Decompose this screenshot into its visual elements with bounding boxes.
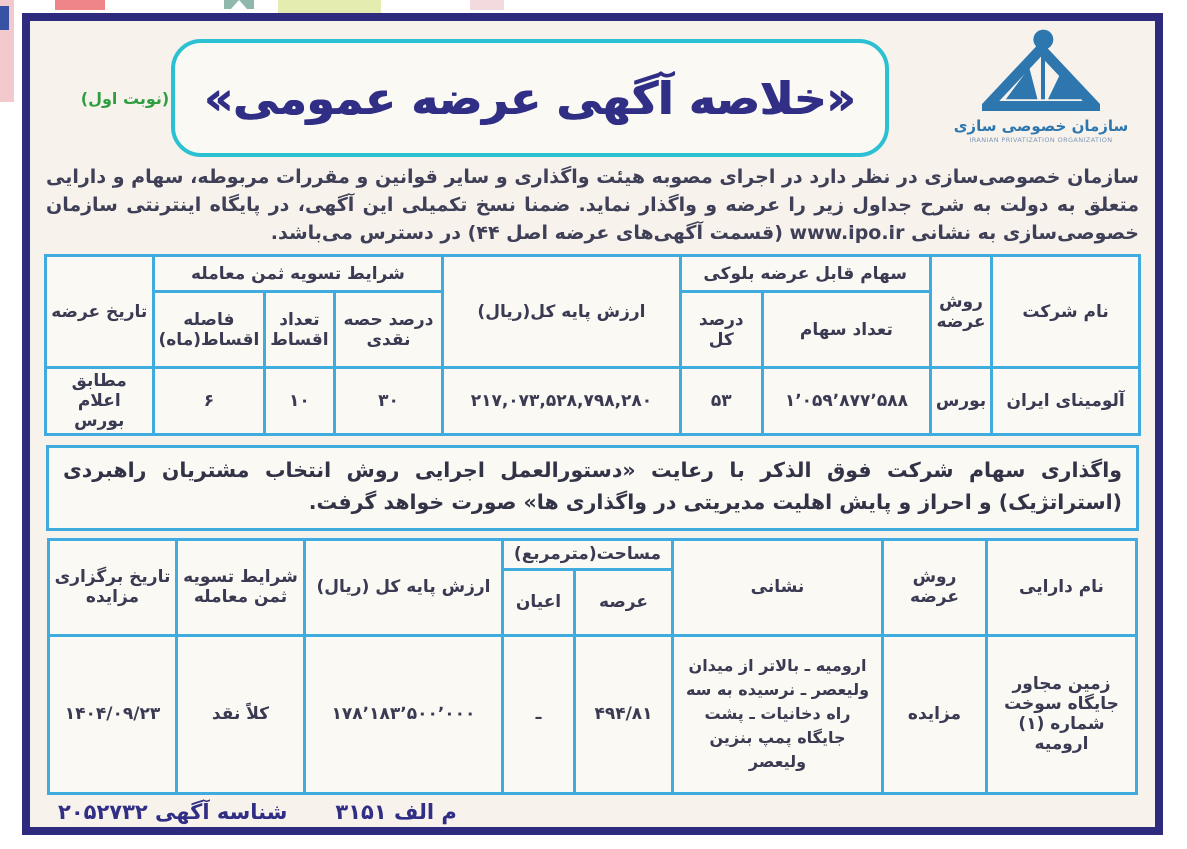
col-area-arseh: عرصه [575,569,673,635]
m-alef-number: م الف ۳۱۵۱ [335,799,457,824]
cell-installments-interval: ۶ [153,368,265,435]
cell-offer-method: بورس [930,368,991,435]
cell-offer-date: مطابق اعلام بورس [46,368,154,435]
col-base-value: ارزش پایه کل(ریال) [443,256,680,368]
cell-installments-count: ۱۰ [265,368,334,435]
cell-area-ayan: ـ [503,635,575,793]
print-artifact [470,0,504,10]
col-shares-count: تعداد سهام [762,292,930,368]
col-company: نام شرکت [992,256,1140,368]
privatization-org-icon [982,29,1100,111]
page-title: «خلاصه آگهی عرضه عمومی» [204,71,856,125]
cell-cash-percent: ۳۰ [334,368,443,435]
cell-address: ارومیه ـ بالاتر از میدان ولیعصر ـ نرسیده به سه راه دخانیات ـ پشت جایگاه پمپ بنزین ولیعصر [673,635,883,793]
print-artifact [55,0,105,10]
logo-caption-fa: سازمان خصوصی سازی [953,117,1129,135]
ad-header [44,21,1141,161]
col-total-percent: درصد کل [680,292,762,368]
col-auction-date: تاریخ برگزاری مزایده [49,539,177,635]
cell-offer-method: مزایده [883,635,987,793]
intro-paragraph: سازمان خصوصی‌سازی در نظر دارد در اجرای مصوبه هیئت واگذاری و سایر قوانین و مقررات مربوطه، سهام و دارایی متعلق به دولت به شرح جداول زیر را عرضه و واگذار نماید. ضمنا نسخ تکمیلی این آگهی، در پایگاه اینترنتی سازمان خصوصی‌سازی به نشانی www.ipo.ir (قسمت آگهی‌های عرضه اصل ۴۴) در دسترس می‌باشد. [46,166,1139,245]
print-artifact [278,0,381,13]
cell-company: آلومینای ایران [992,368,1140,435]
col-offer-method: روش عرضه [883,539,987,635]
col-cash-percent: درصد حصه نقدی [334,292,443,368]
col-address: نشانی [673,539,883,635]
cell-total-percent: ۵۳ [680,368,762,435]
edition-note: (نوبت اول) [80,89,170,108]
col-asset-name: نام دارایی [987,539,1137,635]
col-base-value: ارزش پایه کل (ریال) [305,539,503,635]
organization-logo [943,29,1139,144]
cell-auction-date: ۱۴۰۴/۰۹/۲۳ [49,635,177,793]
table-row [49,635,1137,793]
shares-offering-table [44,254,1141,436]
col-installments-interval: فاصله اقساط(ماه) [153,292,265,368]
cell-shares-count: ۱٬۰۵۹٬۸۷۷٬۵۸۸ [762,368,930,435]
cell-base-value: ۱۷۸٬۱۸۳٬۵۰۰٬۰۰۰ [305,635,503,793]
ad-footer [44,800,1141,824]
cell-asset-name: زمین مجاور جایگاه سوخت شماره (۱) ارومیه [987,635,1137,793]
ad-frame [22,13,1163,835]
cell-settlement: کلاً نقد [177,635,305,793]
logo-caption-en: IRANIAN PRIVATIZATION ORGANIZATION [969,136,1113,144]
cell-base-value: ۲۱۷,۰۷۳,۵۲۸,۷۹۸,۲۸۰ [443,368,680,435]
cell-area-arseh: ۴۹۴/۸۱ [575,635,673,793]
strategic-buyers-note: واگذاری سهام شرکت فوق الذکر با رعایت «دستورالعمل اجرایی روش انتخاب مشتریان راهبردی (استراتژیک) و احراز و پایش اهلیت مدیریتی در واگذاری ها» صورت خواهد گرفت. [46,445,1139,531]
ad-id-number: شناسه آگهی ۲۰۵۲۷۳۲ [58,799,288,824]
col-group-area: مساحت(مترمربع) [503,539,673,569]
assets-auction-table [47,538,1138,795]
col-offer-method: روش عرضه [930,256,991,368]
col-group-settlement: شرایط تسویه ثمن معامله [153,256,443,292]
table-row [46,368,1140,435]
col-settlement: شرایط تسویه ثمن معامله [177,539,305,635]
col-group-block-shares: سهام قابل عرضه بلوکی [680,256,930,292]
print-artifact [0,6,9,30]
col-area-ayan: اعیان [503,569,575,635]
col-offer-date: تاریخ عرضه [46,256,154,368]
col-installments-count: تعداد اقساط [265,292,334,368]
title-box [171,39,889,157]
